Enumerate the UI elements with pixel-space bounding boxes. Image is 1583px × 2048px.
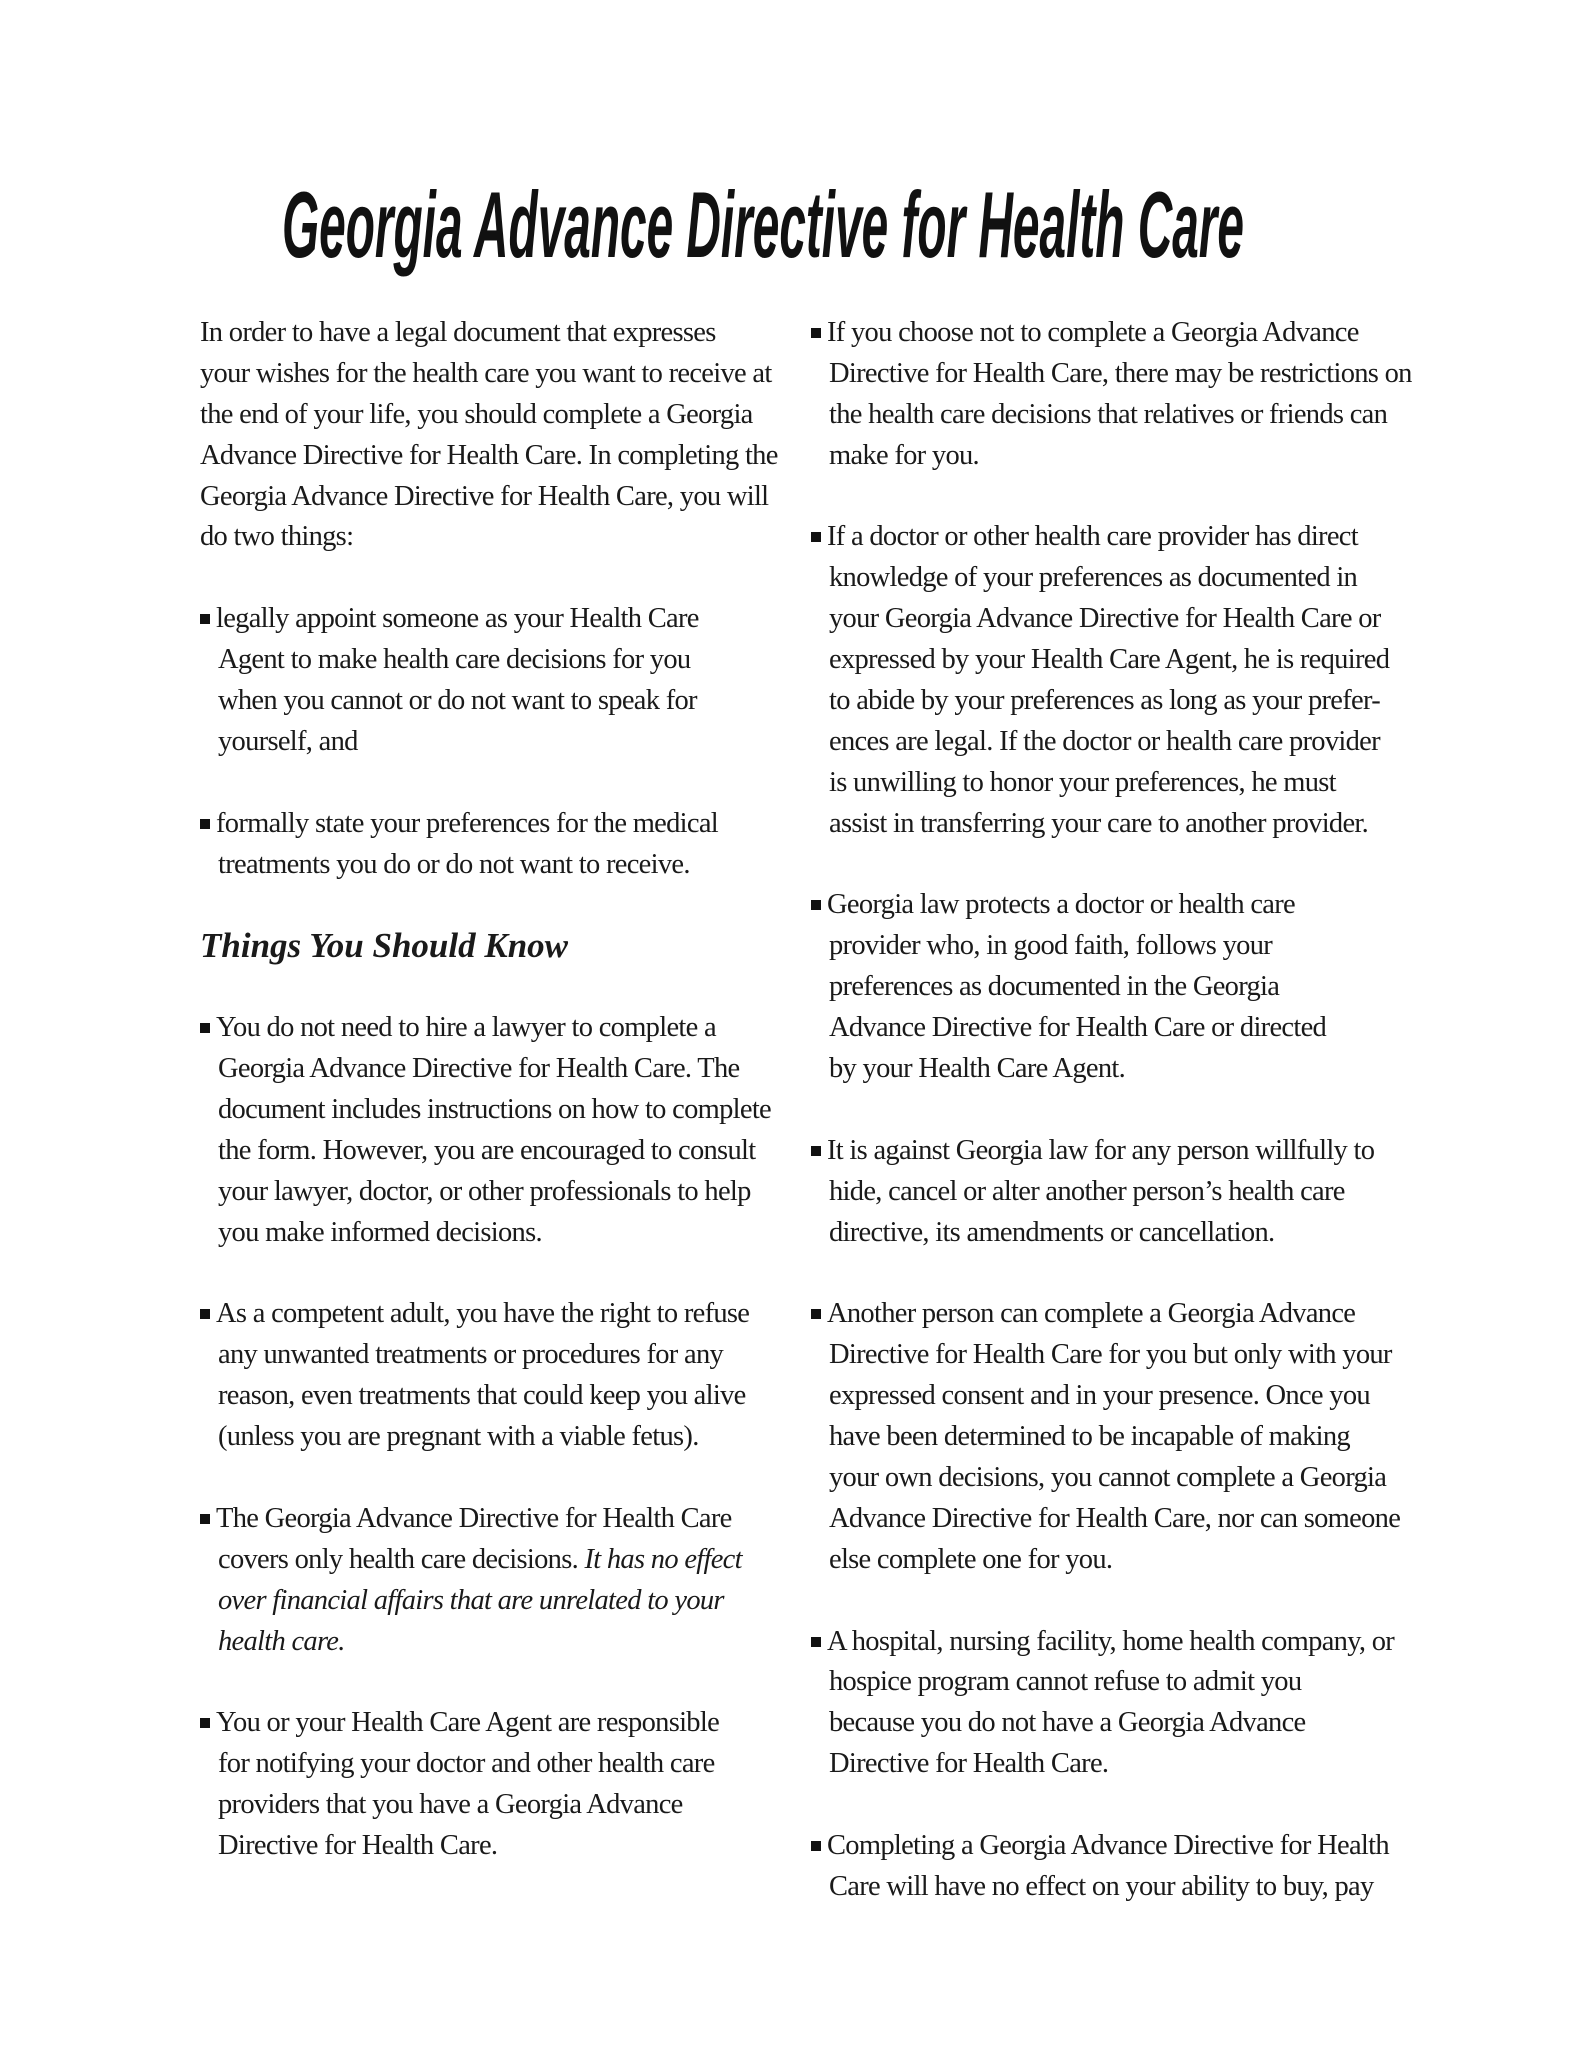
bullet-item	[811, 517, 1390, 844]
text-line	[200, 926, 760, 967]
text-line	[829, 967, 1371, 1008]
line-text: because you do not have a Georgia Advance	[829, 1707, 1306, 1739]
line-text: hide, cancel or alter another person’s health care	[829, 1175, 1345, 1207]
left-column	[200, 313, 778, 1867]
line-text: is unwilling to honor your preferences, he must	[829, 766, 1336, 798]
text-line	[200, 395, 760, 436]
text-line	[829, 517, 1371, 558]
line-text: In order to have a legal document that expresses	[200, 317, 716, 348]
text-line	[218, 1376, 760, 1417]
text-line	[829, 1458, 1387, 1499]
line-text: the health care decisions that relatives or friends can	[829, 398, 1388, 430]
line-text: Advance Directive for Health Care. In completing the	[200, 439, 778, 471]
bullet-square-icon	[811, 328, 821, 338]
spacer	[200, 558, 760, 599]
spacer	[200, 1253, 760, 1294]
line-text: expressed by your Health Care Agent, he is required	[829, 644, 1390, 676]
text-line	[218, 1744, 760, 1785]
text-line	[218, 1703, 760, 1744]
spacer	[811, 1581, 1371, 1622]
text-line	[829, 763, 1371, 804]
line-text: any unwanted treatments or procedures for any	[218, 1339, 724, 1371]
text-line	[200, 313, 760, 354]
text-line	[829, 1703, 1371, 1744]
line-text: A hospital, nursing facility, home health company, or	[827, 1625, 1395, 1657]
text-line	[829, 1008, 1371, 1049]
text-line	[827, 1131, 1375, 1172]
text-line	[218, 1540, 760, 1581]
text-line	[218, 681, 760, 722]
line-text: Directive for Health Care for you but only with your	[829, 1339, 1392, 1371]
line-text: to abide by your preferences as long as your prefer-	[829, 685, 1380, 717]
italic-text: health care.	[218, 1625, 345, 1657]
line-text: your Georgia Advance Directive for Health Care or	[829, 603, 1381, 635]
text-line	[218, 640, 760, 681]
line-text: your wishes for the health care you want to receive at	[200, 357, 772, 389]
bullet-item	[200, 1703, 760, 1867]
spacer	[200, 1458, 760, 1499]
text-line	[829, 681, 1380, 722]
line-text: provider who, in good faith, follows your	[829, 930, 1273, 962]
line-text: knowledge of your preferences as documented in	[829, 562, 1358, 594]
line-text: reason, even treatments that could keep you alive	[218, 1380, 746, 1412]
line-text: ences are legal. If the doctor or health care provider	[829, 725, 1380, 757]
text-line	[829, 1540, 1371, 1581]
spacer	[200, 1662, 760, 1703]
line-text: If you choose not to complete a Georgia Advance	[827, 317, 1359, 348]
bullet-item	[811, 1622, 1395, 1786]
text-line	[218, 1335, 760, 1376]
line-text: treatments you do or do not want to receive.	[218, 848, 690, 880]
text-line	[218, 1826, 760, 1867]
text-line	[829, 1294, 1371, 1335]
line-text: You or your Health Care Agent are responsible	[216, 1707, 720, 1739]
text-line	[829, 436, 1371, 477]
text-line	[829, 558, 1371, 599]
text-line	[218, 1049, 760, 1090]
spacer	[811, 845, 1371, 886]
line-text: Georgia Advance Directive for Health Care, you will	[200, 480, 769, 512]
text-line	[829, 1213, 1371, 1254]
bullet-square-icon	[200, 1718, 210, 1728]
line-text: If a doctor or other health care provider has direct	[827, 521, 1358, 553]
text-line	[218, 1294, 760, 1335]
spacer	[200, 763, 760, 804]
text-line	[218, 722, 760, 763]
bullet-square-icon	[200, 1514, 210, 1524]
section-heading	[200, 926, 760, 967]
text-line	[829, 599, 1381, 640]
text-line	[829, 1499, 1401, 1540]
spacer	[811, 1785, 1371, 1826]
text-line	[200, 517, 760, 558]
spacer	[811, 1090, 1371, 1131]
text-line	[829, 395, 1388, 436]
line-text: Things You Should Know	[200, 926, 569, 966]
line-text: the end of your life, you should complete a Georgia	[200, 398, 753, 430]
text-line	[829, 926, 1371, 967]
text-line	[218, 1131, 760, 1172]
line-text: preferences as documented in the Georgia	[829, 971, 1280, 1003]
line-text: The Georgia Advance Directive for Health Care	[216, 1502, 732, 1534]
line-text: Directive for Health Care.	[829, 1748, 1109, 1780]
text-line	[218, 599, 760, 640]
spacer	[811, 477, 1371, 518]
text-line	[829, 1335, 1392, 1376]
line-text: Agent to make health care decisions for you	[218, 644, 691, 676]
bullet-item	[811, 1826, 1389, 1908]
bullet-square-icon	[811, 1841, 821, 1851]
italic-text: over financial affairs that are unrelated to your	[218, 1584, 724, 1616]
line-text: yourself, and	[218, 725, 358, 757]
bullet-item	[200, 1294, 760, 1458]
line-text: for notifying your doctor and other health care	[218, 1748, 715, 1780]
text-line	[218, 1417, 760, 1458]
text-line	[829, 1417, 1371, 1458]
spacer	[811, 1253, 1371, 1294]
line-text: formally state your preferences for the medical	[216, 807, 719, 839]
bullet-item	[811, 313, 1412, 477]
text-line	[829, 885, 1371, 926]
spacer	[200, 967, 760, 1008]
text-line	[829, 1049, 1371, 1090]
bullet-item	[200, 599, 760, 763]
line-text: (unless you are pregnant with a viable fetus).	[218, 1421, 699, 1453]
text-line	[218, 1622, 760, 1663]
bullet-square-icon	[200, 819, 210, 829]
text-line	[218, 1581, 760, 1622]
text-line	[218, 1090, 772, 1131]
bullet-square-icon	[200, 1309, 210, 1319]
text-line	[200, 477, 769, 518]
text-line	[218, 804, 760, 845]
line-text: providers that you have a Georgia Advance	[218, 1789, 683, 1821]
line-text: Care will have no effect on your ability to buy, pay	[829, 1870, 1374, 1902]
line-text: make for you.	[829, 439, 979, 471]
bullet-item	[811, 1294, 1401, 1580]
bullet-square-icon	[200, 614, 210, 624]
page-title: Georgia Advance Directive for Health Care	[282, 171, 1244, 277]
line-text: you make informed decisions.	[218, 1216, 542, 1248]
line-text: Advance Directive for Health Care or directed	[829, 1012, 1327, 1044]
line-text: Advance Directive for Health Care, nor can someone	[829, 1502, 1401, 1534]
line-text: assist in transferring your care to another provider.	[829, 807, 1369, 839]
text-line	[829, 1172, 1371, 1213]
text-line	[829, 804, 1371, 845]
line-text: hospice program cannot refuse to admit you	[829, 1666, 1302, 1698]
italic-text: It has no effect	[584, 1543, 742, 1575]
line-text: your lawyer, doctor, or other professionals to help	[218, 1175, 751, 1207]
spacer	[200, 885, 760, 926]
line-text: Georgia Advance Directive for Health Care. The	[218, 1053, 740, 1085]
line-text: when you cannot or do not want to speak for	[218, 685, 697, 717]
line-text: have been determined to be incapable of making	[829, 1421, 1350, 1453]
line-text: directive, its amendments or cancellation.	[829, 1216, 1275, 1248]
line-text: by your Health Care Agent.	[829, 1053, 1126, 1085]
bullet-item	[811, 885, 1371, 1089]
line-text: Directive for Health Care, there may be restrictions on	[829, 357, 1412, 389]
right-column	[811, 313, 1412, 1908]
line-text: Completing a Georgia Advance Directive for Health	[827, 1829, 1389, 1861]
text-line	[218, 1785, 760, 1826]
bullet-square-icon	[811, 1637, 821, 1647]
line-text: the form. However, you are encouraged to consult	[218, 1134, 756, 1166]
text-line	[829, 1744, 1371, 1785]
line-text: You do not need to hire a lawyer to complete a	[216, 1012, 716, 1044]
bullet-item	[200, 1008, 772, 1253]
bullet-item	[200, 1499, 760, 1663]
text-line	[218, 1172, 760, 1213]
bullet-item	[811, 1131, 1375, 1254]
text-line	[218, 1499, 760, 1540]
line-text: It is against Georgia law for any person willfully to	[827, 1134, 1375, 1166]
bullet-square-icon	[811, 900, 821, 910]
text-line	[829, 1662, 1371, 1703]
text-line	[218, 1008, 760, 1049]
line-text: else complete one for you.	[829, 1543, 1113, 1575]
line-text: your own decisions, you cannot complete a Georgia	[829, 1461, 1387, 1493]
line-text: Another person can complete a Georgia Advance	[827, 1298, 1356, 1330]
text-line	[827, 1622, 1395, 1663]
text-line	[218, 845, 760, 886]
text-line	[829, 1376, 1371, 1417]
text-line	[829, 640, 1390, 681]
line-text: do two things:	[200, 521, 354, 553]
line-text: legally appoint someone as your Health Care	[216, 603, 699, 635]
line-text: expressed consent and in your presence. Once you	[829, 1380, 1370, 1412]
bullet-item	[200, 804, 760, 886]
text-line	[200, 436, 778, 477]
line-text: As a competent adult, you have the right to refuse	[216, 1298, 750, 1330]
line-text: Georgia law protects a doctor or health care	[827, 889, 1295, 921]
bullet-square-icon	[811, 532, 821, 542]
text-line	[829, 354, 1412, 395]
line-text: Directive for Health Care.	[218, 1829, 498, 1861]
line-text: document includes instructions on how to complete	[218, 1093, 772, 1125]
text-line	[218, 1213, 760, 1254]
bullet-square-icon	[811, 1309, 821, 1319]
text-line	[200, 354, 772, 395]
line-text: covers only health care decisions.	[218, 1543, 585, 1575]
text-line	[829, 313, 1371, 354]
text-line	[827, 1826, 1389, 1867]
text-line	[829, 722, 1380, 763]
intro-paragraph	[200, 313, 778, 558]
bullet-square-icon	[811, 1146, 821, 1156]
bullet-square-icon	[200, 1023, 210, 1033]
text-line	[829, 1867, 1374, 1908]
